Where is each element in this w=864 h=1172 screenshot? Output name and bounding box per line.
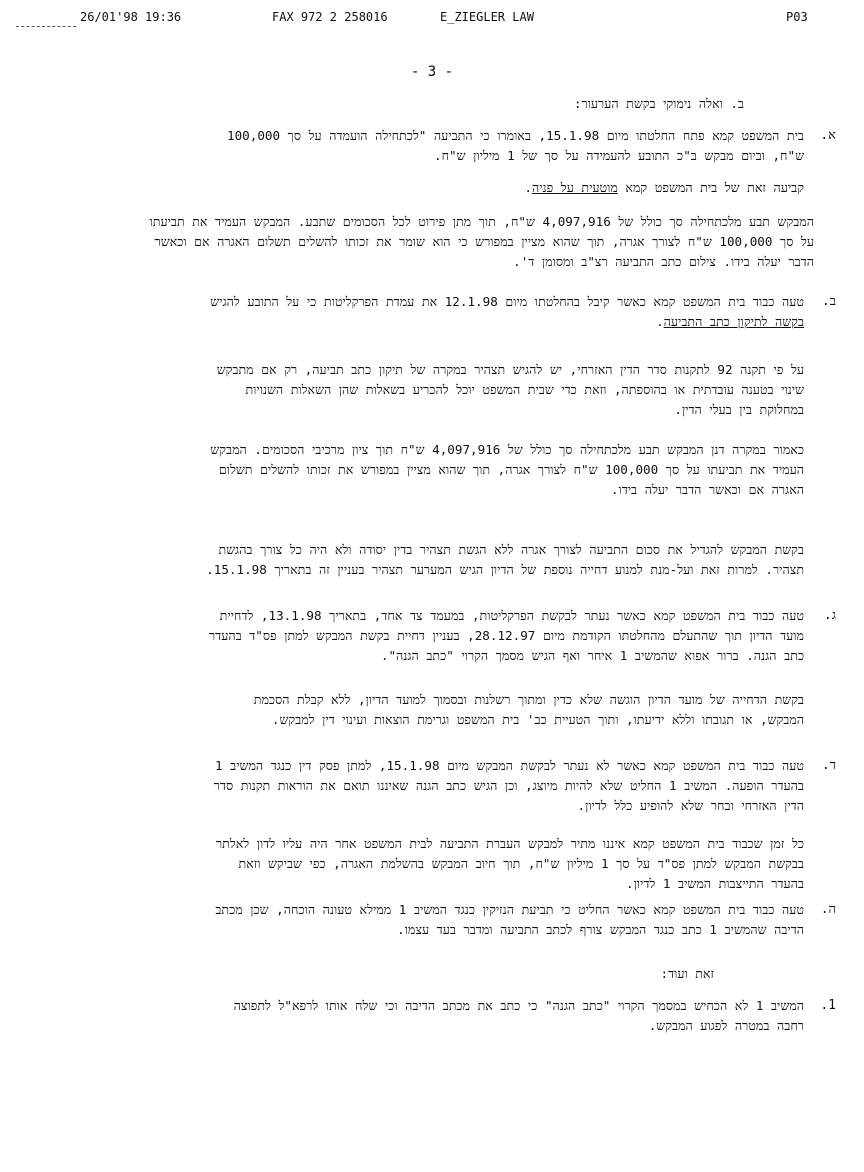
item-text: בית המשפט קמא פתח החלטתו מיום 15.1.98, באומרו כי התביעה "לכתחילה הועמדה על סך 100,000 ש"ח, וביום מבקש ב"כ התובע להעמידה על סך של 1 מיליון ש"ח. bbox=[227, 128, 804, 163]
item-a bbox=[204, 126, 836, 166]
item-text: כאמור במקרה דנן המבקש תבע מלכתחילה סך כולל של 4,097,916 ש"ח תוך ציון מרכיבי הסכומים. המבקש העמיד את תביעתו על סך 100,000 ש"ח לצורך אגרה, תוך שהוא מציין במפורש את זכותו להשלים תשלום האגרה אם וכאשר הדבר יעלה בידו. bbox=[210, 442, 804, 497]
item-c bbox=[204, 606, 836, 666]
fax-date-time: 26/01'98 19:36 bbox=[80, 10, 182, 24]
item-b-request bbox=[204, 540, 804, 580]
item-text-before: קביעה זאת של בית המשפט קמא bbox=[617, 180, 804, 195]
item-text: כל זמן שכבוד בית המשפט קמא איננו מתיר למבקש העברת התביעה לבית המשפט אחר היה עליו לדון לאלתר בבקשת המבקש למתן פס"ד על סך 1 מיליון ש"ח, תוך חיוב המבקש בהשלמת האגרה, כפי שביקש וזאת בהעדר התייצבות המשיב 1 לדיון. bbox=[215, 836, 804, 891]
fax-header bbox=[0, 10, 864, 28]
item-text-after: . bbox=[524, 180, 532, 195]
item-e bbox=[204, 900, 836, 940]
item-label: ג. bbox=[823, 608, 836, 623]
page-number: - 3 - bbox=[410, 64, 454, 80]
item-label: ד. bbox=[821, 758, 836, 773]
fax-number: FAX 972 2 258016 bbox=[272, 10, 388, 24]
fax-page-code: P03 bbox=[786, 10, 808, 24]
item-text: בקשת המבקש להגדיל את סכום התביעה לצורך אגרה ללא הגשת תצהיר בדין יסודה ולא היה כל צורך בהגשת תצהיר. למרות זאת ועל-מנת למנוע דחייה נוספת של הדיון הגיש המערער תצהיר בעניין זה בתאריך 15.1.98. bbox=[206, 542, 804, 577]
item-c-postponement bbox=[204, 690, 804, 730]
item-label: ה. bbox=[820, 902, 836, 917]
item-text: המבקש תבע מלכתחילה סך כולל של 4,097,916 ש"ח, תוך מתן פירוט לכל הסכומים שתבע. המבקש העמיד את תביעתו על סך 100,000 ש"ח לצורך אגרה, תוך שהוא מציין במפורש כי הוא שומר את זכותו להשלים תשלום האגרה אם וכאשר הדבר יעלה בידו. צילום כתב התביעה רצ"ב ומסומן ד'. bbox=[149, 214, 814, 269]
item-text: בקשת הדחייה של מועד הדיון הוגשה שלא כדין ומתוך רשלנות ובסמוך למועד הדיון, ללא קבלת הסכמת המבקש, או תגובתו וללא ידיעתו, ותוך הטעיית כב' בית המשפט וגרימת הוצאות ועינוי דין למבקש. bbox=[253, 692, 804, 727]
item-text: על פי תקנה 92 לתקנות סדר הדין האזרחי, יש להגיש תצהיר במקרה של תיקון כתב תביעה, רק אם מתבקש שינוי בטענה עובדתית או בהוספתה, וזאת כדי שבית המשפט יוכל להכריע בשאלות שהן השאלות השנויות במחלוקת בין בעלי הדין. bbox=[216, 362, 804, 417]
item-b bbox=[204, 292, 836, 332]
item-text-underlined: בקשה לתיקון כתב התביעה bbox=[663, 314, 804, 329]
item-text-after: . bbox=[656, 314, 664, 329]
item-text: המשיב 1 לא הכחיש במסמך הקרוי "כתב הגנה" כי כתב את מכתב הדיבה וכי שלח אותו לרפא"ל לתפוצה רחבה במטרה לפגוע המבקש. bbox=[233, 998, 804, 1033]
fax-sender-firm: E_ZIEGLER LAW bbox=[440, 10, 534, 24]
item-text: טעה כבוד בית המשפט קמא כאשר לא נעתר לבקשת המבקש מיום 15.1.98, למתן פסק דין כנגד המשיב 1 בהעדר הופעה. המשיב 1 החליט שלא להיות מיוצג, וכן הגיש כתב הגנה שאיננו תואם את הוראות תקנות סדר הדין האזרחי ובחר שלא להופיע כלל לדיון. bbox=[213, 758, 804, 813]
header-rule bbox=[16, 26, 76, 27]
item-d bbox=[204, 756, 836, 816]
item-label: ב. bbox=[821, 294, 836, 309]
item-text: טעה כבוד בית המשפט קמא כאשר החליט כי תביעת הנזיקין כנגד המשיב 1 ממילא טעונה הוכחה, שכן מכתב הדיבה שהמשיב 1 כתב כנגד המבקש צורף לכתב התביעה ומדבר בעד עצמו. bbox=[215, 902, 804, 937]
item-d-continuation bbox=[204, 834, 804, 894]
item-label: 1. bbox=[820, 998, 836, 1013]
numbered-item-1 bbox=[204, 996, 836, 1036]
subheading: זאת ועוד: bbox=[660, 966, 714, 981]
item-b-facts bbox=[204, 440, 804, 500]
item-a-details bbox=[134, 212, 814, 272]
item-label: א. bbox=[820, 128, 836, 143]
item-text-underlined: מוטעית על פניה bbox=[531, 180, 618, 195]
item-b-rule bbox=[204, 360, 804, 420]
item-text: טעה כבוד בית המשפט קמא כאשר נעתר לבקשת הפרקליטות, במעמד צד אחד, בתאריך 13.1.98, לדחיית מועד הדיון תוך שהתעלם מהחלטתו הקודמת מיום 28.12.97, בעניין דחיית בקשת המבקש למתן פס"ד בהעדר כתב הגנה. ברור אפוא שהמשיב 1 איחר ואף הגיש מסמך הקרוי "כתב הגנה". bbox=[208, 608, 804, 663]
item-text-before: טעה כבוד בית המשפט קמא כאשר קיבל בהחלטתו מיום 12.1.98 את עמדת הפרקליטות כי על התובע להגיש bbox=[210, 294, 804, 309]
section-heading: ב. ואלה נימוקי בקשת הערעור: bbox=[573, 96, 744, 111]
item-a-finding bbox=[204, 178, 804, 198]
